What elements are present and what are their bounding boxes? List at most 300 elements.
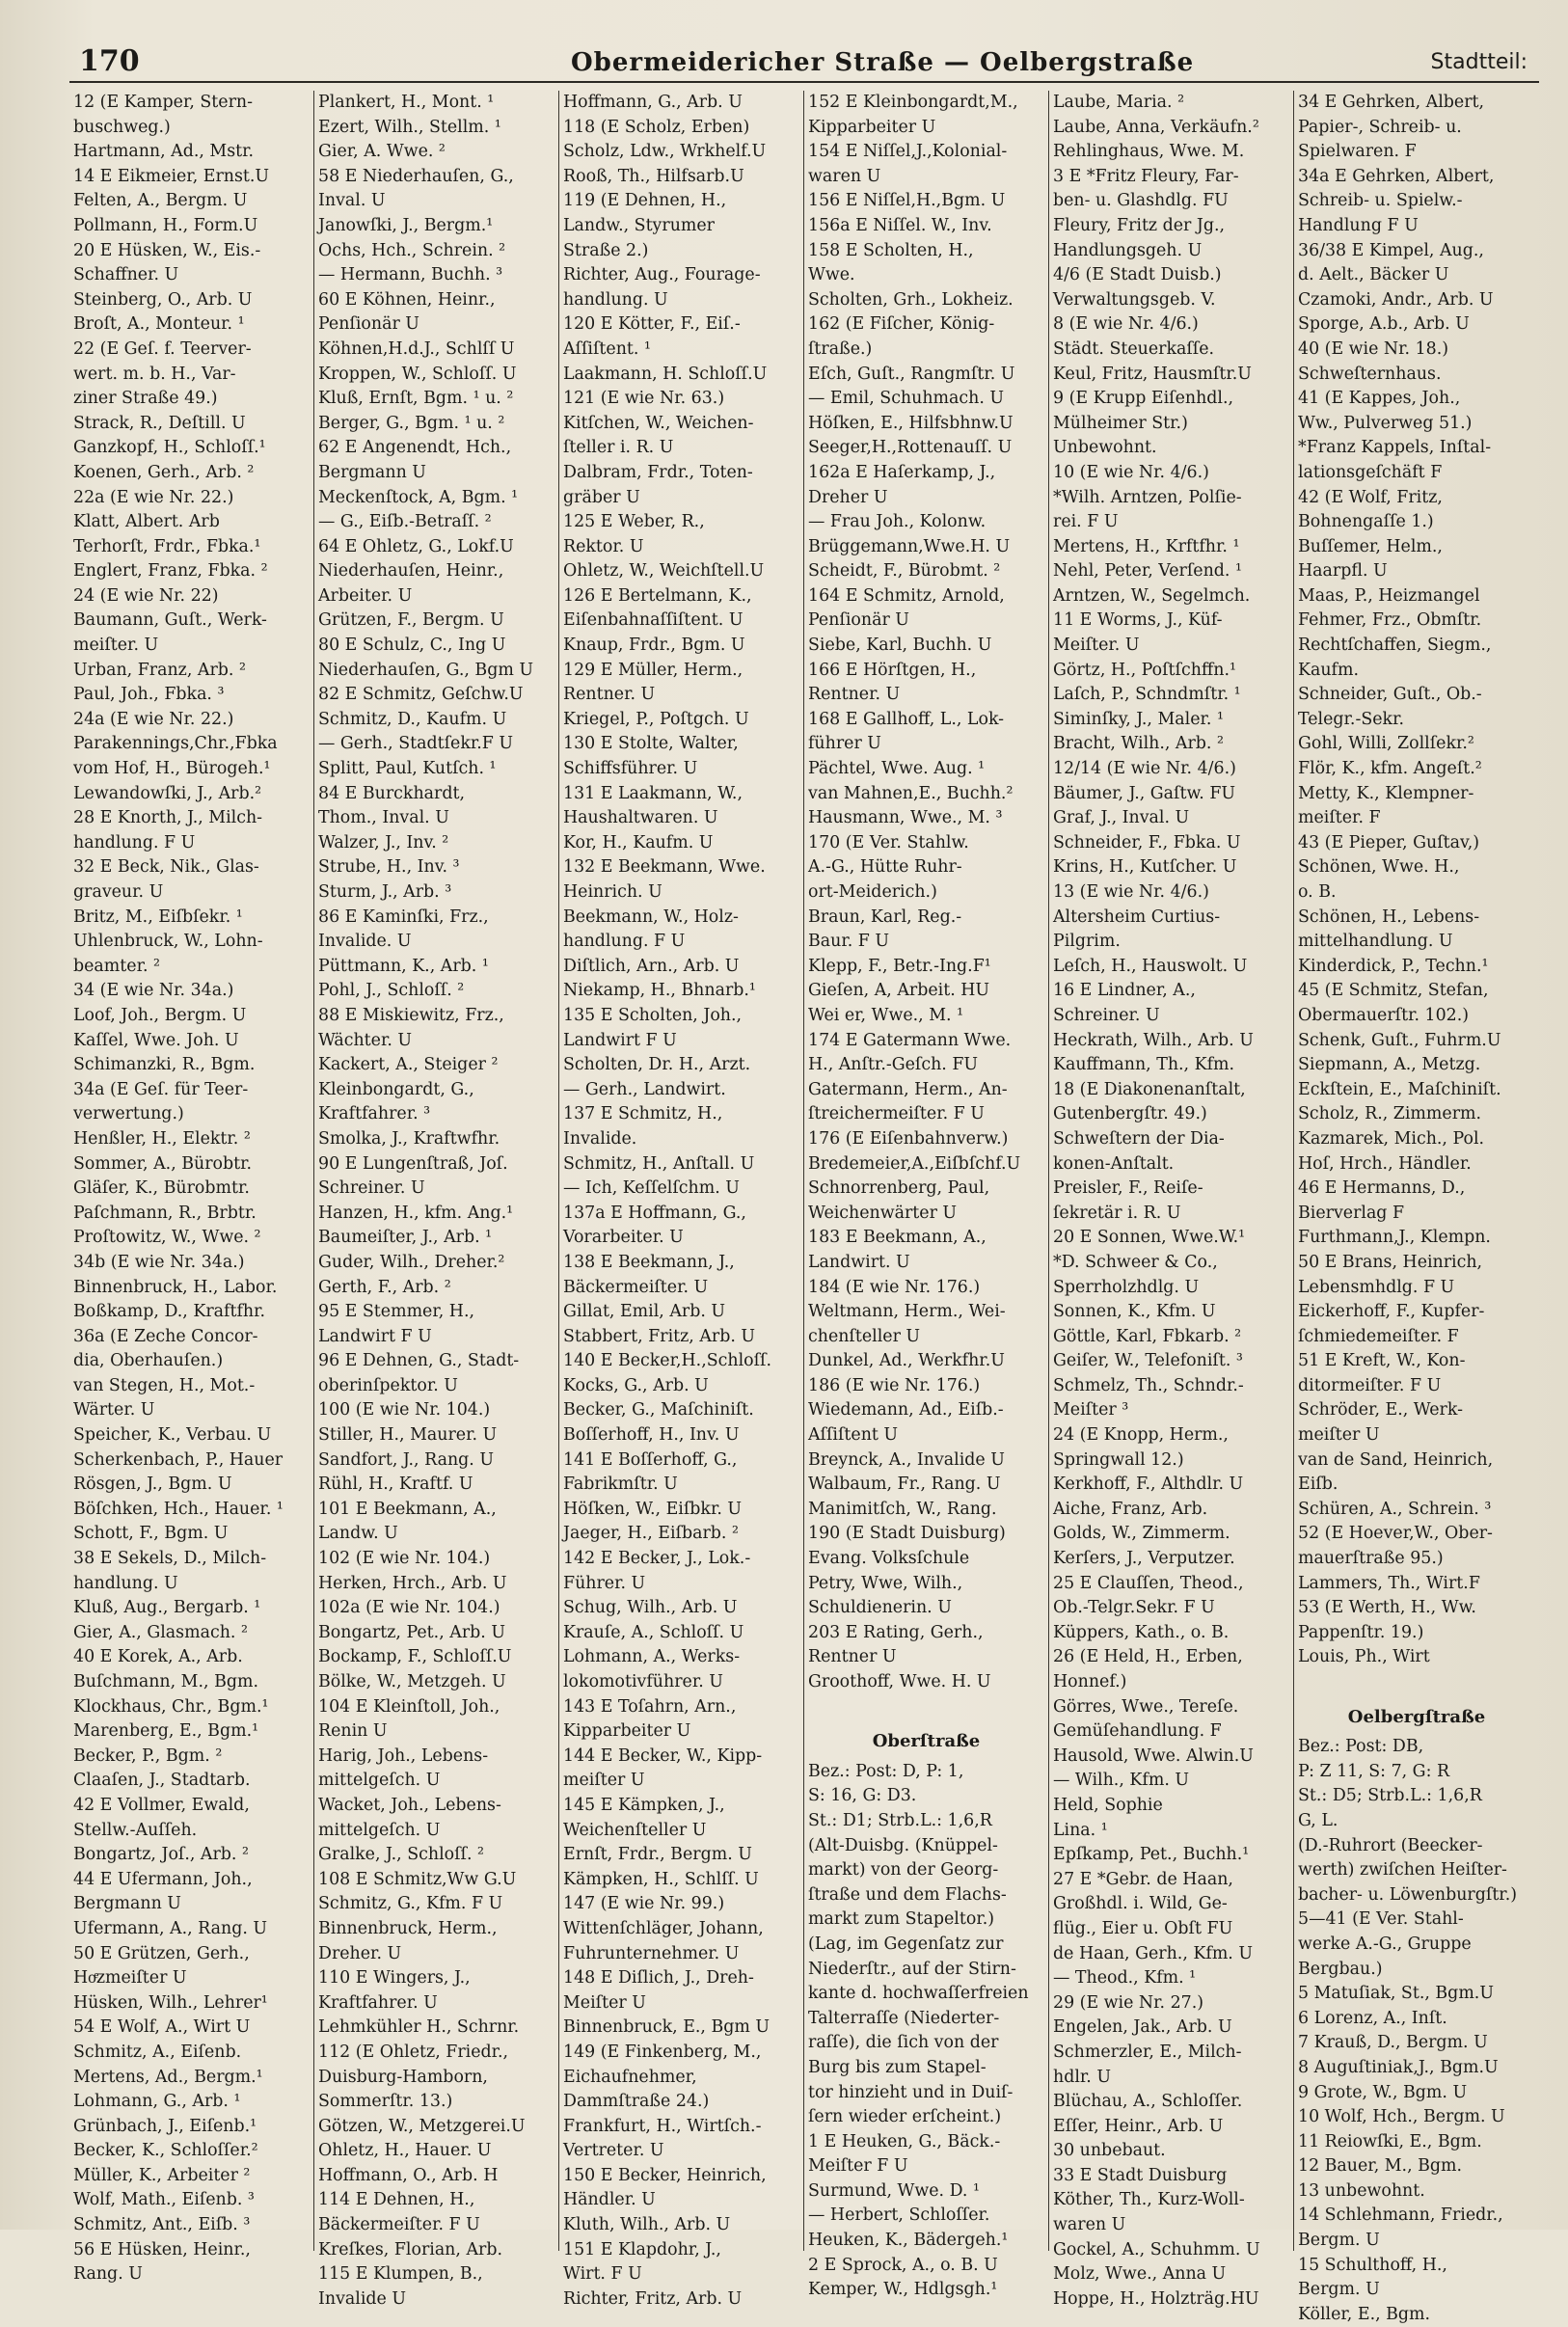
directory-line: 29 (E wie Nr. 27.) xyxy=(1053,1992,1204,2013)
directory-line: handlung. F U xyxy=(563,932,686,952)
directory-line: Püttmann, K., Arb. ¹ xyxy=(318,956,489,976)
directory-line: 140 E Becker,H.,Schloſſ. xyxy=(563,1351,772,1371)
directory-line: Landw., Styrumer xyxy=(563,215,715,235)
directory-line: Paſchmann, R., Brbtr. xyxy=(73,1203,257,1223)
directory-line: buschweg.) xyxy=(73,117,171,137)
directory-line xyxy=(808,1695,1044,1720)
directory-line: 126 E Bertelmann, K., xyxy=(563,585,752,606)
directory-line: Rentner. U xyxy=(808,685,901,705)
directory-line: Honnef.) xyxy=(1053,1672,1127,1691)
directory-line: 26 (E Held, H., Erben, xyxy=(1053,1647,1243,1667)
directory-line: Harig, Joh., Lebens- xyxy=(318,1745,489,1766)
directory-line: 80 E Schulz, C., Ing U xyxy=(318,636,506,656)
directory-line: Strube, H., Inv. ³ xyxy=(318,857,460,878)
directory-line xyxy=(1298,1670,1535,1695)
directory-line: van de Sand, Heinrich, xyxy=(1298,1449,1494,1470)
directory-line: Burg bis zum Stapel- xyxy=(808,2057,987,2077)
directory-line: Scholz, R., Zimmerm. xyxy=(1298,1104,1482,1124)
directory-line: Kraftfahrer. ³ xyxy=(318,1104,431,1124)
directory-line: 41 (E Kappes, Joh., xyxy=(1298,389,1461,409)
directory-line: 102a (E wie Nr. 104.) xyxy=(318,1598,500,1618)
directory-line: *Wilh. Arntzen, Polſie- xyxy=(1053,487,1242,507)
directory-line: Pollmann, H., Form.U xyxy=(73,215,258,235)
directory-line: Kitſchen, W., Weichen- xyxy=(563,413,754,433)
directory-line: van Stegen, H., Mot.- xyxy=(73,1375,256,1395)
directory-line: Händler. U xyxy=(563,2190,656,2210)
directory-line: 149 (E Finkenberg, M., xyxy=(563,2042,762,2062)
directory-line: Ezert, Wilh., Stellm. ¹ xyxy=(318,117,501,137)
directory-line: Siminſky, J., Maler. ¹ xyxy=(1053,709,1224,729)
directory-line: wert. m. b. H., Var- xyxy=(73,364,236,384)
directory-line: meiſter U xyxy=(563,1771,645,1791)
directory-line: Gieſen, A, Arbeit. HU xyxy=(808,981,990,1001)
directory-line: Bergmann U xyxy=(318,462,426,482)
directory-line: 132 E Beekmann, Wwe. xyxy=(563,857,766,878)
directory-line: Strack, R., Deſtill. U xyxy=(73,413,246,433)
directory-line: Meckenſtock, A, Bgm. ¹ xyxy=(318,487,519,507)
directory-line: Kriegel, P., Poſtgch. U xyxy=(563,709,749,729)
directory-line: *D. Schweer & Co., xyxy=(1053,1252,1218,1272)
directory-line: Metty, K., Klempner- xyxy=(1298,783,1474,803)
directory-line: Krins, H., Kutſcher. U xyxy=(1053,857,1237,878)
directory-line: 1 E Heuken, G., Bäck.- xyxy=(808,2131,1001,2151)
directory-line: 34a (E Geſ. für Teer- xyxy=(73,1079,249,1099)
directory-line: verwertung.) xyxy=(73,1104,184,1124)
directory-line: Urban, Franz, Arb. ² xyxy=(73,660,246,680)
directory-line: Hüsken, Wilh., Lehrer¹ xyxy=(73,1992,268,2013)
directory-line: Weichenwärter U xyxy=(808,1203,958,1223)
directory-line: Meiſter F U xyxy=(808,2156,908,2177)
directory-line: Dalbram, Frdr., Toten- xyxy=(563,462,753,482)
directory-line: Schimanzki, R., Bgm. xyxy=(73,1055,256,1075)
directory-line: 36/38 E Kimpel, Aug., xyxy=(1298,240,1484,260)
directory-line: Niederhauſen, G., Bgm U xyxy=(318,660,534,680)
directory-line: — G., Eiſb.-Betraſſ. ² xyxy=(318,512,492,532)
directory-line: Gläſer, K., Bürobmtr. xyxy=(73,1178,250,1199)
directory-line: handlung. U xyxy=(73,1573,178,1593)
directory-line: Dunkel, Ad., Werkfhr.U xyxy=(808,1351,1005,1371)
directory-line: 2 E Sprock, A., o. B. U xyxy=(808,2255,998,2275)
directory-line: 96 E Dehnen, G., Stadt- xyxy=(318,1351,520,1371)
directory-line: Obermauerſtr. 102.) xyxy=(1298,1005,1470,1025)
directory-line: Dreher. U xyxy=(318,1943,402,1963)
directory-line: Bergmann U xyxy=(73,1894,181,1914)
directory-line: Invalide U xyxy=(318,2288,406,2309)
directory-line: 50 E Grützen, Gerh., xyxy=(73,1943,250,1963)
directory-line: Kocks, G., Arb. U xyxy=(563,1375,709,1395)
directory-line: 45 (E Schmitz, Stefan, xyxy=(1298,981,1489,1001)
directory-line: vom Hof, H., Bürogeh.¹ xyxy=(73,759,271,779)
directory-line: Wacket, Joh., Lebens- xyxy=(318,1795,501,1815)
directory-line: ſekretär i. R. U xyxy=(1053,1203,1181,1223)
directory-line: 34b (E wie Nr. 34a.) xyxy=(73,1252,245,1272)
directory-line: Sporge, A.b., Arb. U xyxy=(1298,314,1470,335)
directory-line: 16 E Lindner, A., xyxy=(1053,981,1196,1001)
directory-line: Englert, Franz, Fbka. ² xyxy=(73,561,268,582)
directory-line: Stiller, H., Maurer. U xyxy=(318,1425,498,1446)
directory-line: 121 (E wie Nr. 63.) xyxy=(563,389,725,409)
directory-line: Petry, Wwe, Wilh., xyxy=(808,1573,963,1593)
directory-line: Molz, Wwe., Anna U xyxy=(1053,2264,1227,2285)
column-4 xyxy=(804,91,1049,2300)
directory-line: markt) von der Georg- xyxy=(808,1860,999,1881)
directory-line: Richter, Aug., Fourage- xyxy=(563,265,761,285)
directory-line: Hoſ, Hrch., Händler. xyxy=(1298,1153,1472,1174)
directory-line: Nehl, Peter, Verſend. ¹ xyxy=(1053,561,1242,582)
directory-line: 24a (E wie Nr. 22.) xyxy=(73,709,234,729)
directory-line: Grützen, F., Bergm. U xyxy=(318,610,504,631)
directory-line: Loof, Joh., Bergm. U xyxy=(73,1005,247,1025)
directory-line: 20 E Sonnen, Wwe.W.¹ xyxy=(1053,1228,1246,1248)
directory-line: Köhnen,H.d.J., Schlſſ U xyxy=(318,338,515,359)
directory-line: 40 (E wie Nr. 18.) xyxy=(1298,338,1449,359)
directory-line: Wiedemann, Ad., Eiſb.- xyxy=(808,1400,1004,1421)
directory-line: chenſteller U xyxy=(808,1326,921,1346)
directory-line: Handlungsgeh. U xyxy=(1053,240,1203,260)
directory-line: Knaup, Frdr., Bgm. U xyxy=(563,636,745,656)
directory-line: Sperrholzhdlg. U xyxy=(1053,1277,1200,1297)
directory-line: Schmitz, G., Kfm. F U xyxy=(318,1894,503,1914)
directory-line: Held, Sophie xyxy=(1053,1795,1163,1815)
directory-line: ort-Meiderich.) xyxy=(808,882,937,902)
directory-line: Schmitz, H., Anſtall. U xyxy=(563,1153,755,1174)
directory-line: ziner Straße 49.) xyxy=(73,389,218,409)
directory-line: 142 E Becker, J., Lok.- xyxy=(563,1549,751,1569)
directory-line: Surmund, Wwe. D. ¹ xyxy=(808,2180,980,2201)
directory-line: 50 E Brans, Heinrich, xyxy=(1298,1252,1483,1272)
directory-line: Großhdl. i. Wild, Ge- xyxy=(1053,1894,1228,1914)
directory-line: Bierverlag F xyxy=(1298,1203,1405,1223)
directory-line: 168 E Gallhoff, L., Lok- xyxy=(808,709,1005,729)
directory-line: 11 E Worms, J., Küf- xyxy=(1053,610,1223,631)
directory-line: Bölke, W., Metzgeh. U xyxy=(318,1672,506,1691)
directory-line: Gockel, A., Schuhmm. U xyxy=(1053,2239,1260,2259)
directory-line: Meiſter. U xyxy=(1053,636,1140,656)
directory-line: Speicher, K., Verbau. U xyxy=(73,1425,272,1446)
directory-line: 43 (E Pieper, Guſtav,) xyxy=(1298,832,1480,852)
directory-line: — Theod., Kfm. ¹ xyxy=(1053,1968,1197,1989)
directory-line: Sonnen, K., Kfm. U xyxy=(1053,1302,1216,1322)
directory-line: Niederhauſen, Heinr., xyxy=(318,561,504,582)
directory-line: Spielwaren. F xyxy=(1298,142,1417,162)
directory-line: ben- u. Glashdlg. FU xyxy=(1053,191,1229,211)
directory-line: lokomotivführer. U xyxy=(563,1672,723,1691)
directory-line: flüg., Eier u. Obſt FU xyxy=(1053,1918,1233,1938)
directory-line: — Wilh., Kfm. U xyxy=(1053,1771,1190,1791)
directory-line: Rentner. U xyxy=(563,685,656,705)
directory-line: 3 E *Fritz Fleury, Far- xyxy=(1053,166,1239,186)
directory-line: Penſionär U xyxy=(318,314,419,335)
directory-line: Scheidt, F., Bürobmt. ² xyxy=(808,561,1001,582)
directory-line: Schreiner. U xyxy=(318,1178,425,1199)
directory-line: Evang. Volksſchule xyxy=(808,1549,970,1569)
directory-line: Hausold, Wwe. Alwin.U xyxy=(1053,1745,1254,1766)
directory-line: ſtreichermeiſter. F U xyxy=(808,1104,985,1124)
directory-line: Walbaum, Fr., Rang. U xyxy=(808,1475,1001,1495)
directory-line: 125 E Weber, R., xyxy=(563,512,705,532)
directory-line: H., Anſtr.-Geſch. FU xyxy=(808,1055,979,1075)
directory-line: Mertens, H., Krftfhr. ¹ xyxy=(1053,536,1240,556)
running-title: Obermeidericher Straße — Oelbergstraße xyxy=(571,48,1195,77)
directory-line: Becker, G., Maſchiniſt. xyxy=(563,1400,754,1421)
directory-line: Pächtel, Wwe. Aug. ¹ xyxy=(808,759,986,779)
directory-line: Walzer, J., Inv. ² xyxy=(318,832,449,852)
directory-line: Gillat, Emil, Arb. U xyxy=(563,1302,726,1322)
directory-line: Splitt, Paul, Kutſch. ¹ xyxy=(318,759,497,779)
directory-line: Schug, Wilh., Arb. U xyxy=(563,1598,738,1618)
directory-line: Felten, A., Bergm. U xyxy=(73,191,248,211)
directory-line: Scherkenbach, P., Hauer xyxy=(73,1449,284,1470)
directory-line: Eiſb. xyxy=(1298,1475,1338,1495)
directory-line: Kreſkes, Florian, Arb. xyxy=(318,2239,502,2259)
district-label: Stadtteil: xyxy=(1430,50,1527,74)
directory-line: 24 (E Knopp, Herm., xyxy=(1053,1425,1229,1446)
directory-line: Sommer, A., Bürobtr. xyxy=(73,1153,253,1174)
directory-line: Henßler, H., Elektr. ² xyxy=(73,1128,251,1149)
directory-line: Meiſter ³ xyxy=(1053,1400,1129,1421)
directory-line: Lammers, Th., Wirt.F xyxy=(1298,1573,1480,1593)
directory-line: Eckſtein, E., Maſchiniſt. xyxy=(1298,1079,1501,1099)
directory-line: Invalide. xyxy=(563,1128,637,1149)
directory-line: Landwirt F U xyxy=(318,1326,432,1346)
directory-line: Kerkhoff, F., Althdlr. U xyxy=(1053,1475,1244,1495)
directory-line: Lohmann, G., Arb. ¹ xyxy=(73,2092,241,2112)
directory-line: Kroppen, W., Schloſſ. U xyxy=(318,364,517,384)
directory-line: Kleinbongardt, G., xyxy=(318,1079,474,1099)
directory-line: lationsgeſchäft F xyxy=(1298,462,1443,482)
directory-line: Heinrich. U xyxy=(563,882,662,902)
directory-line: 9 Grote, W., Bgm. U xyxy=(1298,2082,1468,2102)
directory-line: 10 (E wie Nr. 4/6.) xyxy=(1053,462,1209,482)
directory-line: meiſter. U xyxy=(73,636,159,656)
directory-line: Stabbert, Fritz, Arb. U xyxy=(563,1326,756,1346)
directory-line: Kipparbeiter U xyxy=(808,117,936,137)
directory-line: Wächter. U xyxy=(318,1030,413,1050)
directory-line: Gutenbergſtr. 49.) xyxy=(1053,1104,1207,1124)
directory-line: 8 Auguſtiniak,J., Bgm.U xyxy=(1298,2057,1499,2077)
directory-line: — Gerh., Landwirt. xyxy=(563,1079,726,1099)
directory-line: 151 E Klapdohr, J., xyxy=(563,2239,721,2259)
directory-line: Kluß, Aug., Bergarb. ¹ xyxy=(73,1598,261,1618)
directory-line: Görtz, H., Poſtſchffn.¹ xyxy=(1053,660,1236,680)
directory-line: 25 E Clauſſen, Theod., xyxy=(1053,1573,1244,1593)
directory-line: Louis, Ph., Wirt xyxy=(1298,1647,1430,1667)
directory-line: 156a E Niſſel. W., Inv. xyxy=(808,215,992,235)
directory-line: 53 (E Werth, H., Ww. xyxy=(1298,1598,1476,1618)
directory-line: dia, Oberhauſen.) xyxy=(73,1351,224,1371)
directory-line: 148 E Diſlich, J., Dreh- xyxy=(563,1968,754,1989)
directory-line: 95 E Stemmer, H., xyxy=(318,1302,475,1322)
directory-line: Papier-, Schreib- u. xyxy=(1298,117,1462,137)
directory-line: 5 Matuſiak, St., Bgm.U xyxy=(1298,1984,1494,2004)
street-heading: Oberſtraße xyxy=(872,1731,981,1752)
directory-line: — Gerh., Stadtſekr.F U xyxy=(318,734,514,754)
directory-line: Landw. U xyxy=(318,1524,398,1544)
directory-line: Rentner U xyxy=(808,1647,897,1667)
directory-line: Bäckermeiſter. F U xyxy=(318,2215,480,2235)
directory-line: 4/6 (E Stadt Duisb.) xyxy=(1053,265,1222,285)
directory-line: Boßkamp, D., Kraftfhr. xyxy=(73,1302,266,1322)
directory-line: Fehmer, Frz., Obmſtr. xyxy=(1298,610,1482,631)
directory-line: 33 E Stadt Duisburg xyxy=(1053,2165,1228,2185)
directory-line: Kluß, Ernſt, Bgm. ¹ u. ² xyxy=(318,389,514,409)
directory-line: de Haan, Gerh., Kfm. U xyxy=(1053,1943,1254,1963)
directory-line: Höſken, E., Hilfsbhnw.U xyxy=(808,413,1014,433)
directory-line: 118 (E Scholz, Erben) xyxy=(563,117,750,137)
directory-line: 6 Lorenz, A., Inſt. xyxy=(1298,2008,1447,2028)
directory-line: Fuhrunternehmer. U xyxy=(563,1943,740,1963)
directory-line: Inval. U xyxy=(318,191,386,211)
directory-line: 112 (E Ohletz, Friedr., xyxy=(318,2042,509,2062)
directory-line: Hartmann, Ad., Mstr. xyxy=(73,142,255,162)
directory-line: Altersheim Curtius- xyxy=(1053,906,1221,927)
directory-line: Bez.: Post: DB, xyxy=(1298,1737,1424,1757)
directory-line: Scholz, Ldw., Wrkhelf.U xyxy=(563,142,767,162)
directory-line: 13 (E wie Nr. 4/6.) xyxy=(1053,882,1209,902)
directory-line: G, L. xyxy=(1298,1810,1338,1830)
directory-line: Laſch, P., Schndmſtr. ¹ xyxy=(1053,685,1241,705)
directory-line: Sommerſtr. 13.) xyxy=(318,2092,453,2112)
directory-line: Lewandowſki, J., Arb.² xyxy=(73,783,262,803)
directory-line: Arntzen, W., Segelmch. xyxy=(1053,585,1251,606)
directory-line: ſern wieder erſcheint.) xyxy=(808,2107,1002,2127)
directory-line: Flör, K., kfm. Angeſt.² xyxy=(1298,759,1482,779)
directory-line: Schmitz, D., Kaufm. U xyxy=(318,709,507,729)
directory-line: 32 E Beck, Nik., Glas- xyxy=(73,857,259,878)
directory-line: Schönen, H., Lebens- xyxy=(1298,906,1480,927)
directory-line: o. B. xyxy=(1298,882,1337,902)
directory-line: ſtraße und dem Flachs- xyxy=(808,1884,1007,1905)
directory-line: Gohl, Willi, Zollſekr.² xyxy=(1298,734,1474,754)
directory-line: 9 (E Krupp Eiſenhdl., xyxy=(1053,389,1234,409)
directory-line: St.: D5; Strb.L.: 1,6,R xyxy=(1298,1786,1482,1806)
directory-line: ſtraße.) xyxy=(808,338,873,359)
directory-line: 144 E Becker, W., Kipp- xyxy=(563,1745,763,1766)
directory-line: Czamoki, Andr., Arb. U xyxy=(1298,289,1494,310)
directory-line: Schuldienerin. U xyxy=(808,1598,952,1618)
directory-line: Penſionär U xyxy=(808,610,909,631)
directory-line: konen-Anſtalt. xyxy=(1053,1153,1175,1174)
directory-line: Kor, H., Kaufm. U xyxy=(563,832,714,852)
directory-line: Heckrath, Wilh., Arb. U xyxy=(1053,1030,1254,1050)
directory-line: Bongartz, Pet., Arb. U xyxy=(318,1622,505,1642)
directory-line: 104 E Kleinſtoll, Joh., xyxy=(318,1696,500,1717)
directory-line: Schmitz, Ant., Eiſb. ³ xyxy=(73,2215,251,2235)
directory-line: Baumann, Guſt., Werk- xyxy=(73,610,267,631)
directory-line: Guder, Wilh., Dreher.² xyxy=(318,1252,505,1272)
directory-line: Breynck, A., Invalide U xyxy=(808,1449,1005,1470)
directory-line: 42 (E Wolf, Fritz, xyxy=(1298,487,1443,507)
directory-line: Meiſter U xyxy=(563,1992,646,2013)
directory-line: Invalide. U xyxy=(318,932,412,952)
directory-line: S: 16, G: D3. xyxy=(808,1786,917,1806)
directory-line: Gier, A. Wwe. ² xyxy=(318,142,446,162)
directory-line: Ob.-Telgr.Sekr. F U xyxy=(1053,1598,1215,1618)
directory-line: Schaffner. U xyxy=(73,265,179,285)
columns xyxy=(69,91,1539,2324)
directory-line: Plankert, H., Mont. ¹ xyxy=(318,93,495,112)
directory-line: 152 E Kleinbongardt,M., xyxy=(808,93,1018,112)
directory-line: Schüren, A., Schrein. ³ xyxy=(1298,1499,1492,1519)
directory-line: 86 E Kaminſki, Frz., xyxy=(318,906,489,927)
directory-line: Kemper, W., Hdlgsgh.¹ xyxy=(808,2280,998,2300)
directory-line: Geiſer, W., Telefoniſt. ³ xyxy=(1053,1351,1243,1371)
directory-line: 154 E Niſſel,J.,Kolonial- xyxy=(808,142,1008,162)
directory-line: 137 E Schmitz, H., xyxy=(563,1104,723,1124)
directory-line: Schönen, Wwe. H., xyxy=(1298,857,1460,878)
directory-line: Küppers, Kath., o. B. xyxy=(1053,1622,1230,1642)
directory-line: 22a (E wie Nr. 22.) xyxy=(73,487,234,507)
directory-line: Leſch, H., Hauswolt. U xyxy=(1053,956,1248,976)
directory-line: Bracht, Wilh., Arb. ² xyxy=(1053,734,1224,754)
directory-line: 54 E Wolf, A., Wirt U xyxy=(73,2017,251,2038)
column-3 xyxy=(559,91,804,2309)
directory-line: 58 E Niederhauſen, G., xyxy=(318,166,514,186)
directory-line: Scholten, Grh., Lokheiz. xyxy=(808,289,1014,310)
directory-line: Groothoff, Wwe. H. U xyxy=(808,1672,991,1691)
directory-line: 183 E Beekmann, A., xyxy=(808,1228,987,1248)
directory-line: (D.-Ruhrort (Beecker- xyxy=(1298,1835,1483,1855)
column-1 xyxy=(69,91,314,2285)
directory-line: 141 E Boſſerhoff, G., xyxy=(563,1449,738,1470)
directory-line: Uhlenbruck, W., Lohn- xyxy=(73,932,263,952)
directory-line: Binnenbruck, H., Labor. xyxy=(73,1277,278,1297)
directory-line: Ww., Pulverweg 51.) xyxy=(1298,413,1473,433)
directory-line: Seeger,H.,Rottenauſſ. U xyxy=(808,438,1013,458)
directory-line: Städt. Steuerkaſſe. xyxy=(1053,338,1215,359)
directory-line: 62 E Angenendt, Hch., xyxy=(318,438,512,458)
directory-line: Maas, P., Heizmangel xyxy=(1298,585,1480,606)
directory-line: rei. F U xyxy=(1053,512,1119,532)
directory-line: Ochs, Hch., Schrein. ² xyxy=(318,240,506,260)
directory-line: Sandfort, J., Rang. U xyxy=(318,1449,494,1470)
directory-line: graveur. U xyxy=(73,882,164,902)
directory-line: 110 E Wingers, J., xyxy=(318,1968,471,1989)
directory-line: Bockamp, F., Schloſſ.U xyxy=(318,1647,512,1667)
directory-line: Straße 2.) xyxy=(563,240,649,260)
directory-line: Haarpfl. U xyxy=(1298,561,1388,582)
directory-line: oberinſpektor. U xyxy=(318,1375,458,1395)
directory-line: Fleury, Fritz der Jg., xyxy=(1053,215,1226,235)
directory-line: Beekmann, W., Holz- xyxy=(563,906,739,927)
directory-line: 147 (E wie Nr. 99.) xyxy=(563,1894,725,1914)
directory-line: hdlr. U xyxy=(1053,2067,1112,2087)
directory-line: Eſſer, Heinr., Arb. U xyxy=(1053,2116,1224,2136)
directory-line: 135 E Scholten, Joh., xyxy=(563,1005,743,1025)
directory-line: Laakmann, H. Schloſſ.U xyxy=(563,364,768,384)
directory-line: Bongartz, Joſ., Arb. ² xyxy=(73,1845,249,1865)
directory-line: Diſtlich, Arn., Arb. U xyxy=(563,956,740,976)
directory-line: Eiſenbahnaſſiſtent. U xyxy=(563,610,743,631)
directory-line: (Lag, im Gegenſatz zur xyxy=(808,1934,1004,1954)
directory-line: Fabrikmſtr. U xyxy=(563,1475,678,1495)
directory-line: P: Z 11, S: 7, G: R xyxy=(1298,1761,1450,1781)
directory-line: 10 Wolf, Hch., Bergm. U xyxy=(1298,2107,1505,2127)
directory-line: Höſken, W., Eiſbkr. U xyxy=(563,1499,743,1519)
directory-line: Terhorſt, Frdr., Fbka.¹ xyxy=(73,536,261,556)
directory-line: Bez.: Post: D, P: 1, xyxy=(808,1761,964,1781)
directory-line: Lohmann, A., Werks- xyxy=(563,1647,741,1667)
directory-line: Wärter. U xyxy=(73,1400,155,1421)
directory-line: Aiche, Franz, Arb. xyxy=(1053,1499,1208,1519)
directory-line: Müller, K., Arbeiter ² xyxy=(73,2165,251,2185)
directory-line: (Alt-Duisbg. (Knüppel- xyxy=(808,1835,998,1855)
directory-line: Richter, Fritz, Arb. U xyxy=(563,2288,743,2309)
directory-line: werth) zwiſchen Heiſter- xyxy=(1298,1860,1507,1881)
directory-line: Gerth, F., Arb. ² xyxy=(318,1277,451,1297)
directory-line: Herken, Hrch., Arb. U xyxy=(318,1573,507,1593)
directory-line: Gralke, J., Schloſſ. ² xyxy=(318,1845,485,1865)
